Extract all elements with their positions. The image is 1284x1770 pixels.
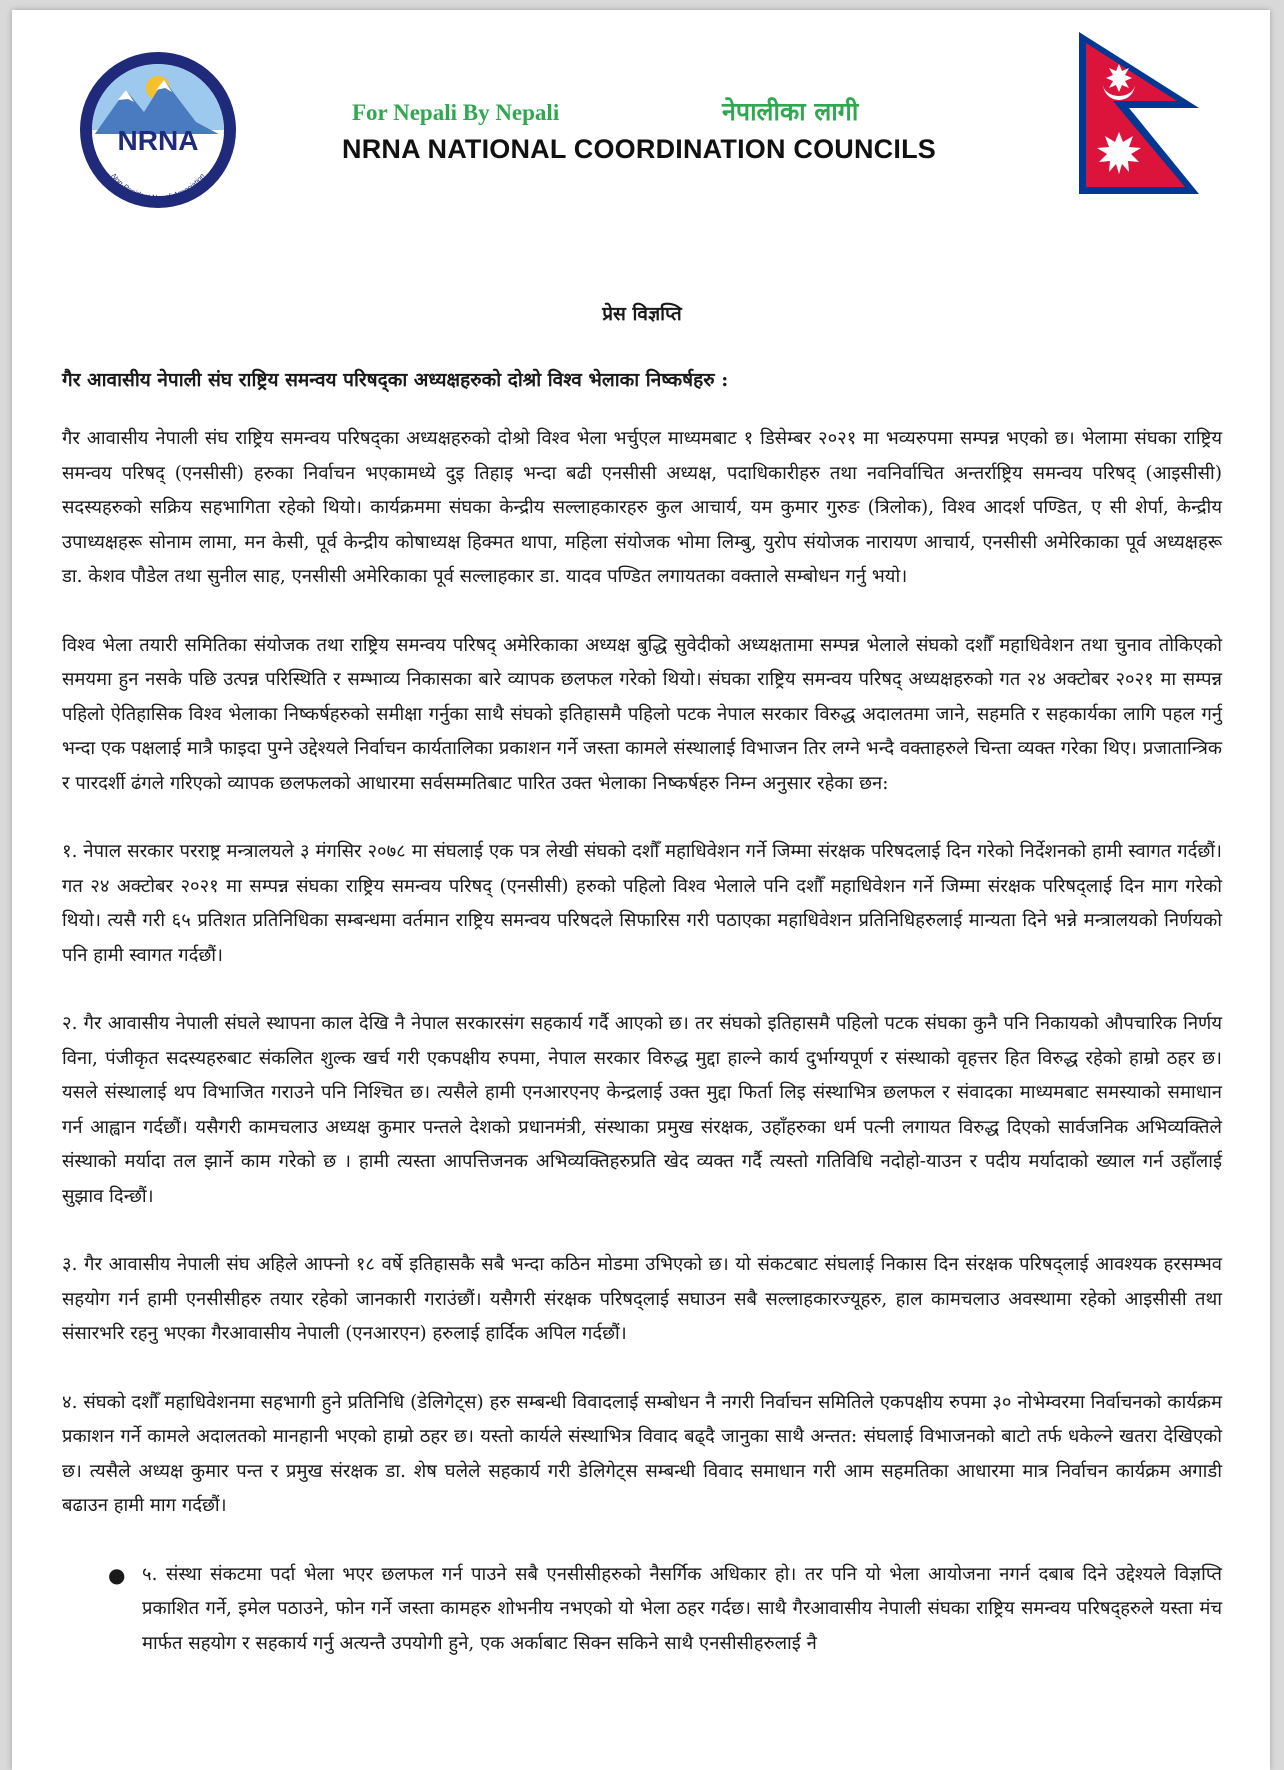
tagline-english: For Nepali By Nepali bbox=[352, 100, 560, 125]
council-name: NRNA NATIONAL COORDINATION COUNCILS bbox=[342, 134, 936, 164]
press-release-subject: गैर आवासीय नेपाली संघ राष्ट्रिय समन्वय परिषद्का अध्यक्षहरुको दोश्रो विश्व भेलाका निष्कर्षहरु : bbox=[62, 369, 729, 391]
bullet-dot-icon: ● bbox=[108, 1562, 126, 1587]
press-release-body bbox=[62, 300, 1222, 1661]
paragraph-point-2: २. गैर आवासीय नेपाली संघले स्थापना काल देखि नै नेपाल सरकारसंग सहकार्य गर्दै आएको छ। तर संघको इतिहासमै पहिलो पटक संघका कुनै पनि निकायको औपचारिक निर्णय विना, पंजीकृत सदस्यहरुबाट संकलित शुल्क खर्च गरी एकपक्षीय रुपमा, नेपाल सरकार विरुद्ध मुद्दा हाल्ने कार्य दुर्भाग्यपूर्ण र संस्थाको वृहत्तर हित विरुद्ध रहेको हाम्रो ठहर छ। यसले संस्थालाई थप विभाजित गराउने पनि निश्चित छ। त्यसैले हामी एनआरएनए केन्द्रलाई उक्त मुद्दा फिर्ता लिइ संस्थाभित्र छलफल र संवादका माध्यमबाट समस्याको समाधान गर्न आह्वान गर्दछौं। यसैगरी कामचलाउ अध्यक्ष कुमार पन्तले देशको प्रधानमंत्री, संस्थाका प्रमुख संरक्षक, उहाँहरुका धर्म पत्नी लगायत विरुद्ध दिएको सार्वजनिक अभिव्यक्तिले संस्थाको मर्यादा तल झार्ने काम गरेको छ । हामी त्यस्ता आपत्तिजनक अभिव्यक्तिहरुप्रति खेद व्यक्त गर्दै त्यस्तो गतिविधि नदोहो-याउन र पदीय मर्यादाको ख्याल गर्न उहाँलाई सुझाव दिन्छौं। bbox=[62, 1013, 1222, 1207]
bullet-list bbox=[62, 1558, 1222, 1662]
nrna-logo bbox=[78, 50, 238, 210]
document-page bbox=[12, 10, 1270, 1770]
nepal-flag-icon bbox=[1077, 30, 1217, 196]
paragraph-discussion: विश्व भेला तयारी समितिका संयोजक तथा राष्ट्रिय समन्वय परिषद् अमेरिकाका अध्यक्ष बुद्धि सुवेदीको अध्यक्षतामा सम्पन्न भेलाले संघको दशौँ महाधिवेशन तथा चुनाव तोकिएको समयमा हुन नसके पछि उत्पन्न परिस्थिति र सम्भाव्य निकासका बारे व्यापक छलफल गरेको थियो। संघका राष्ट्रिय समन्वय परिषद् अध्यक्षहरुको गत २४ अक्टोबर २०२१ मा सम्पन्न पहिलो ऐतिहासिक विश्व भेलाका निष्कर्षहरुको समीक्षा गर्नुका साथै संघको इतिहासमै पहिलो पटक नेपाल सरकार विरुद्ध अदालतमा जाने, सहमति र सहकार्यका लागि पहल गर्नु भन्दा एक पक्षलाई मात्रै फाइदा पुग्ने उद्देश्यले निर्वाचन कार्यतालिका प्रकाशन गर्ने जस्ता कामले संस्थालाई विभाजन तिर लग्ने भन्दै वक्ताहरुले चिन्ता व्यक्त गरेका थिए। प्रजातान्त्रिक र पारदर्शी ढंगले गरिएको व्यापक छलफलको आधारमा सर्वसम्मतिबाट पारित उक्त भेलाका निष्कर्षहरु निम्न अनुसार रहेका छन: bbox=[62, 634, 1223, 794]
logo-acronym: NRNA bbox=[117, 125, 199, 156]
paragraph-point-4: ४. संघको दशौँ महाधिवेशनमा सहभागी हुने प्रतिनिधि (डेलिगेट्स) हरु सम्बन्धी विवादलाई सम्बोधन नै नगरी निर्वाचन समितिले एकपक्षीय रुपमा ३० नोभेम्वरमा निर्वाचनको कार्यक्रम प्रकाशन गर्ने कामले अदालतको मानहानी भएको हाम्रो ठहर छ। यस्तो कार्यले संस्थाभित्र विवाद बढ्दै जानुका साथै अन्तत: संघलाई विभाजनको बाटो तर्फ धकेल्ने खतरा देखिएको छ। त्यसैले अध्यक्ष कुमार पन्त र प्रमुख संरक्षक डा. शेष घलेले सहकार्य गरी डेलिगेट्स सम्बन्धी विवाद समाधान गरी आम सहमतिका आधारमा मात्र निर्वाचन कार्यक्रम अगाडी बढाउन हामी माग गर्दछौं। bbox=[62, 1391, 1222, 1516]
bullet-point-5 bbox=[108, 1558, 1222, 1662]
tagline-nepali: नेपालीका लागी bbox=[722, 97, 859, 126]
paragraph-intro: गैर आवासीय नेपाली संघ राष्ट्रिय समन्वय परिषद्का अध्यक्षहरुको दोश्रो विश्व भेला भर्चुएल माध्यमबाट १ डिसेम्बर २०२१ मा भव्यरुपमा सम्पन्न भएको छ। भेलामा संघका राष्ट्रिय समन्वय परिषद् (एनसीसी) हरुका निर्वाचन भएकामध्ये दुइ तिहाइ भन्दा बढी एनसीसी अध्यक्ष, पदाधिकारीहरु तथा नवनिर्वाचित अन्तर्राष्ट्रिय समन्वय परिषद् (आइसीसी) सदस्यहरुको सक्रिय सहभागिता रहेको थियो। कार्यक्रममा संघका केन्द्रीय सल्लाहकारहरु कुल आचार्य, यम कुमार गुरुङ (त्रिलोक), विश्व आदर्श पण्डित, ए सी शेर्पा, केन्द्रीय उपाध्यक्षहरू सोनाम लामा, मन केसी, पूर्व केन्द्रीय कोषाध्यक्ष हिक्मत थापा, महिला संयोजक भोमा लिम्बु, युरोप संयोजक नारायण आचार्य, एनसीसी अमेरिकाका पूर्व अध्यक्षहरू डा. केशव पौडेल तथा सुनील साह, एनसीसी अमेरिकाका पूर्व सल्लाहकार डा. यादव पण्डित लगायतका वक्ताले सम्बोधन गर्नु भयो। bbox=[62, 428, 1222, 587]
logo-ring-text: Non-Resident Nepali Association bbox=[109, 171, 207, 203]
press-release-title: प्रेस विज्ञप्ति bbox=[602, 303, 682, 325]
paragraph-point-1: १. नेपाल सरकार परराष्ट्र मन्त्रालयले ३ मंगसिर २०७८ मा संघलाई एक पत्र लेखी संघको दशौँ महाधिवेशन गर्ने जिम्मा संरक्षक परिषदलाई दिन गरेको निर्देशनको हामी स्वागत गर्दछौं। गत २४ अक्टोबर २०२१ मा सम्पन्न संघका राष्ट्रिय समन्वय परिषद् (एनसीसी) हरुको पहिलो विश्व भेलाले पनि दशौँ महाधिवेशन गर्ने जिम्मा संरक्षक परिषद्लाई दिन माग गरेको थियो। त्यसै गरी ६५ प्रतिशत प्रतिनिधिका सम्बन्धमा वर्तमान राष्ट्रिय समन्वय परिषदले सिफारिस गरी पठाएका महाधिवेशन प्रतिनिधिहरुलाई मान्यता दिने भन्ने मन्त्रालयको निर्णयको पनि हामी स्वागत गर्दछौं। bbox=[62, 841, 1222, 966]
letterhead bbox=[342, 88, 982, 165]
paragraph-point-3: ३. गैर आवासीय नेपाली संघ अहिले आफ्नो १८ वर्षे इतिहासकै सबै भन्दा कठिन मोडमा उभिएको छ। यो संकटबाट संघलाई निकास दिन संरक्षक परिषद्लाई आवश्यक हरसम्भव सहयोग गर्न हामी एनसीसीहरु तयार रहेको जानकारी गराउंछौं। यसैगरी संरक्षक परिषद्लाई सघाउन सबै सल्लाहकारज्यूहरु, हाल कामचलाउ अवस्थामा रहेको आइसीसी तथा संसारभरि रहनु भएका गैरआवासीय नेपाली (एनआरएन) हरुलाई हार्दिक अपिल गर्दछौं। bbox=[62, 1254, 1222, 1344]
bullet-text: ५. संस्था संकटमा पर्दा भेला भएर छलफल गर्न पाउने सबै एनसीसीहरुको नैसर्गिक अधिकार हो। तर पनि यो भेला आयोजना नगर्न दबाब दिने उद्देश्यले विज्ञप्ति प्रकाशित गर्ने, इमेल पठाउने, फोन गर्ने जस्ता कामहरु शोभनीय नभएको यो भेला ठहर गर्दछ। साथै गैरआवासीय नेपाली संघका राष्ट्रिय समन्वय परिषद्हरुले यस्ता मंच मार्फत सहयोग र सहकार्य गर्नु अत्यन्तै उपयोगी हुने, एक अर्काबाट सिक्न सकिने साथै एनसीसीहरुलाई नै bbox=[142, 1563, 1222, 1654]
